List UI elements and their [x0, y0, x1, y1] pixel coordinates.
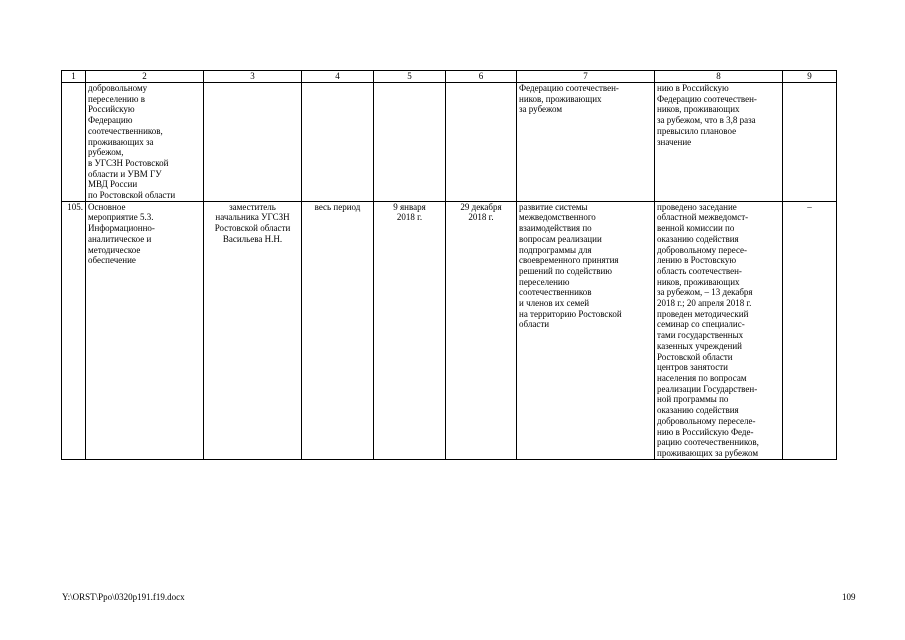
cell-period [302, 83, 374, 202]
cell-period: весь период [302, 201, 374, 459]
cell-event-name: добровольному переселению в Российскую Федерацию соотечественников, проживающих за рубежом, в УГСЗН Ростовской области и УВМ ГУ МВД России по Ростовской области [86, 83, 204, 202]
column-header-5: 5 [374, 71, 446, 83]
column-header-1: 1 [62, 71, 86, 83]
column-header-7: 7 [517, 71, 655, 83]
column-header-3: 3 [204, 71, 302, 83]
column-header-9: 9 [783, 71, 837, 83]
column-header-6: 6 [446, 71, 517, 83]
cell-start-date: 9 января 2018 г. [374, 201, 446, 459]
continuation-row [62, 83, 837, 202]
cell-start-date [374, 83, 446, 202]
table-row-105 [62, 201, 837, 459]
document-table [61, 70, 837, 460]
header-row [62, 71, 837, 83]
cell-end-date: 29 декабря 2018 г. [446, 201, 517, 459]
cell-number: 105. [62, 201, 86, 459]
column-header-4: 4 [302, 71, 374, 83]
cell-end-date [446, 83, 517, 202]
column-header-8: 8 [655, 71, 783, 83]
cell-event-name: Основное мероприятие 5.3. Информационно- аналитическое и методическое обеспечение [86, 201, 204, 459]
cell-notes [783, 83, 837, 202]
cell-actual-result: проведено заседание областной межведомст- венной комиссии по оказанию содействия добровольному пересе- лению в Ростовскую область соотечествен- ников, проживающих за рубежом, – 13 декабря 2018 г.; 20 апреля 2018 г. проведен методический семинар со специалис- тами государственных казенных учреждений Ростовской области центров занятости населения по вопросам реализации Государствен- ной программы по оказанию содействия добровольному переселе- нию в Российскую Феде- рацию соотечественников, проживающих за рубежом [655, 201, 783, 459]
cell-actual-result: нию в Российскую Федерацию соотечествен- ников, проживающих за рубежом, что в 3,8 раза превысило плановое значение [655, 83, 783, 202]
page-number: 109 [842, 592, 856, 602]
cell-responsible [204, 83, 302, 202]
cell-notes: – [783, 201, 837, 459]
cell-number [62, 83, 86, 202]
footer-file-path: Y:\ORST\Ppo\0320p191.f19.docx [62, 592, 185, 602]
column-header-2: 2 [86, 71, 204, 83]
cell-expected-result: развитие системы межведомственного взаимодействия по вопросам реализации подпрограммы для своевременного принятия решений по содействию переселению соотечественников и членов их семей на территорию Ростовской области [517, 201, 655, 459]
cell-expected-result: Федерацию соотечествен- ников, проживающих за рубежом [517, 83, 655, 202]
cell-responsible: заместитель начальника УГСЗН Ростовской области Васильева Н.Н. [204, 201, 302, 459]
